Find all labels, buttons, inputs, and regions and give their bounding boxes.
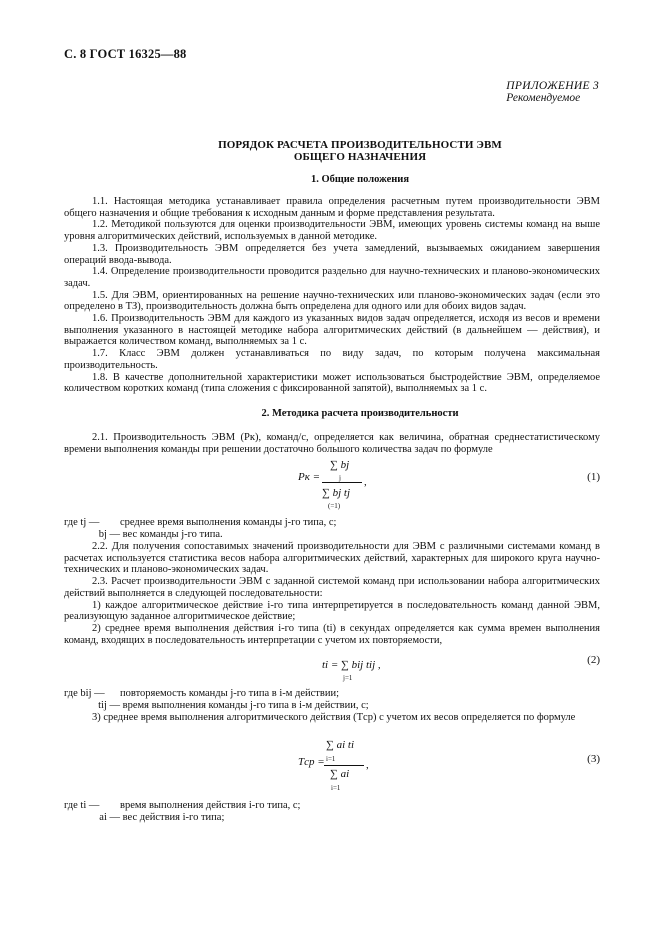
formula-3-den-limit: i=1	[331, 784, 341, 792]
formula-3-lhs: Tср =	[298, 756, 325, 768]
formula-2-definitions	[64, 688, 369, 711]
definition-row: bj — вес команды j-го типа.	[98, 528, 223, 540]
formula-3-number: (3)	[587, 753, 600, 765]
formula-3-numerator: ∑ ai ti	[326, 739, 355, 751]
section-1-body	[64, 196, 600, 395]
paragraph: 1.5. Для ЭВМ, ориентированных на решение научно-технических или планово-экономических задач (если это определено в ТЗ), производительность должна быть определена для одного или для обоих видов задач.	[64, 289, 600, 313]
formula-3-comma: ,	[366, 759, 369, 771]
formula-3-num-limit: i=1	[326, 755, 336, 763]
definition-row: tij — время выполнения команды j-го типа в i-м действии, с;	[98, 699, 369, 711]
definition-row: где bij — повторяемость команды j-го типа в i-м действии;	[64, 688, 340, 699]
definition-row: где ti — время выполнения действия i-го типа, с;	[64, 800, 301, 811]
formula-1-comma: ,	[364, 476, 367, 488]
title-line-1: ПОРЯДОК РАСЧЕТА ПРОИЗВОДИТЕЛЬНОСТИ ЭВМ	[218, 139, 502, 151]
fraction-line	[324, 765, 364, 766]
formula-1-definitions	[64, 517, 336, 540]
formula-1-numerator: ∑ bj	[330, 459, 350, 471]
paragraph: 2.3. Расчет производительности ЭВМ с заданной системой команд при использовании набора алгоритмических действий выполняется в следующей последовательности:	[64, 576, 600, 599]
paragraph: 2) среднее время выполнения действия i-го типа (ti) в секундах определяется как сумма времен выполнения команд, входящих в последовательность интерпретации с учетом их повторяемости,	[64, 622, 600, 646]
formula-1-lhs: Pк =	[298, 471, 321, 483]
appendix-status: Рекомендуемое	[506, 92, 581, 104]
section-1-heading: 1. Общие положения	[310, 174, 410, 185]
paragraph: 2.1. Производительность ЭВМ (Pк), команд/с, определяется как величина, обратная среднестатистическому времени выполнения команды при решении достаточно большого количества задач по формуле	[64, 432, 600, 455]
paragraphs-2-2-2-3	[64, 541, 600, 646]
paragraph: 1.1. Настоящая методика устанавливает правила определения расчетным путем производительности ЭВМ общего назначения и общие требования к исходным данным и форме представления результата.	[64, 196, 600, 219]
formula-1-den-limit: (=1)	[328, 502, 341, 510]
section-2-heading: 2. Методика расчета производительности	[261, 408, 459, 419]
formula-3-definitions	[64, 800, 300, 823]
formula-2-expression: ti = ∑ bij tij ,	[322, 659, 381, 671]
page-header: С. 8 ГОСТ 16325—88	[64, 47, 187, 61]
paragraph-2-3-3	[64, 712, 600, 724]
formula-3-denominator: ∑ ai	[330, 768, 350, 780]
formula-1-denominator: ∑ bj tj	[322, 487, 351, 499]
paragraph: 1.3. Производительность ЭВМ определяется без учета замедлений, вызываемых ожиданием завершения операций ввода-вывода.	[64, 242, 600, 266]
paragraph: 1.2. Методикой пользуются для оценки производительности ЭВМ, имеющих уровень системы команд на выше уровня алгоритмических действий, используемых в данной методике.	[64, 219, 600, 243]
paragraph: 1.4. Определение производительности проводится раздельно для научно-технических и планово-экономических задач.	[64, 266, 600, 289]
formula-1-number: (1)	[587, 471, 600, 483]
appendix-label	[506, 80, 599, 104]
appendix-number: ПРИЛОЖЕНИЕ 3	[506, 80, 599, 92]
paragraph: 2.2. Для получения сопоставимых значений производительности для ЭВМ с различными системами команд в расчетах используется статистика весов набора алгоритмических действий, характерных для широкого круга научно-технических и планово-экономических задач.	[64, 541, 600, 576]
paragraph: 1) каждое алгоритмическое действие i-го типа интерпретируется в последовательность команд данной ЭВМ, реализующую заданное алгоритмическое действие;	[64, 599, 600, 623]
formula-2-limit: j=1	[343, 674, 353, 682]
document-title	[60, 139, 660, 163]
paragraph: 1.8. В качестве дополнительной характеристики может использоваться быстродействие ЭВМ, определяемое количеством коротких команд (типа сложения с фиксированной запятой), выполняемых за 1 с.	[64, 371, 600, 395]
fraction-line	[322, 482, 362, 483]
paragraph: 1.7. Класс ЭВМ должен устанавливаться по виду задач, по которым получена максимальная производительность.	[64, 348, 600, 371]
definition-row: ai — вес действия i-го типа;	[99, 811, 225, 823]
definition-row: где tj — среднее время выполнения команды j-го типа, с;	[64, 517, 337, 528]
formula-1-num-limit: j	[339, 474, 341, 482]
paragraph: 1.6. Производительность ЭВМ для каждого из указанных видов задач определяется, исходя из весов и времени выполнения указанного в настоящей методике набора алгоритмических действий (в дальнейшем — действия), и выражается количеством команд, выполняемых за 1 с.	[64, 313, 600, 348]
formula-2-number: (2)	[587, 654, 600, 666]
paragraph: 3) среднее время выполнения алгоритмического действия (Tср) с учетом их весов определяется по формуле	[92, 712, 576, 723]
title-line-2: ОБЩЕГО НАЗНАЧЕНИЯ	[293, 151, 427, 163]
paragraph-2-1	[64, 432, 600, 455]
